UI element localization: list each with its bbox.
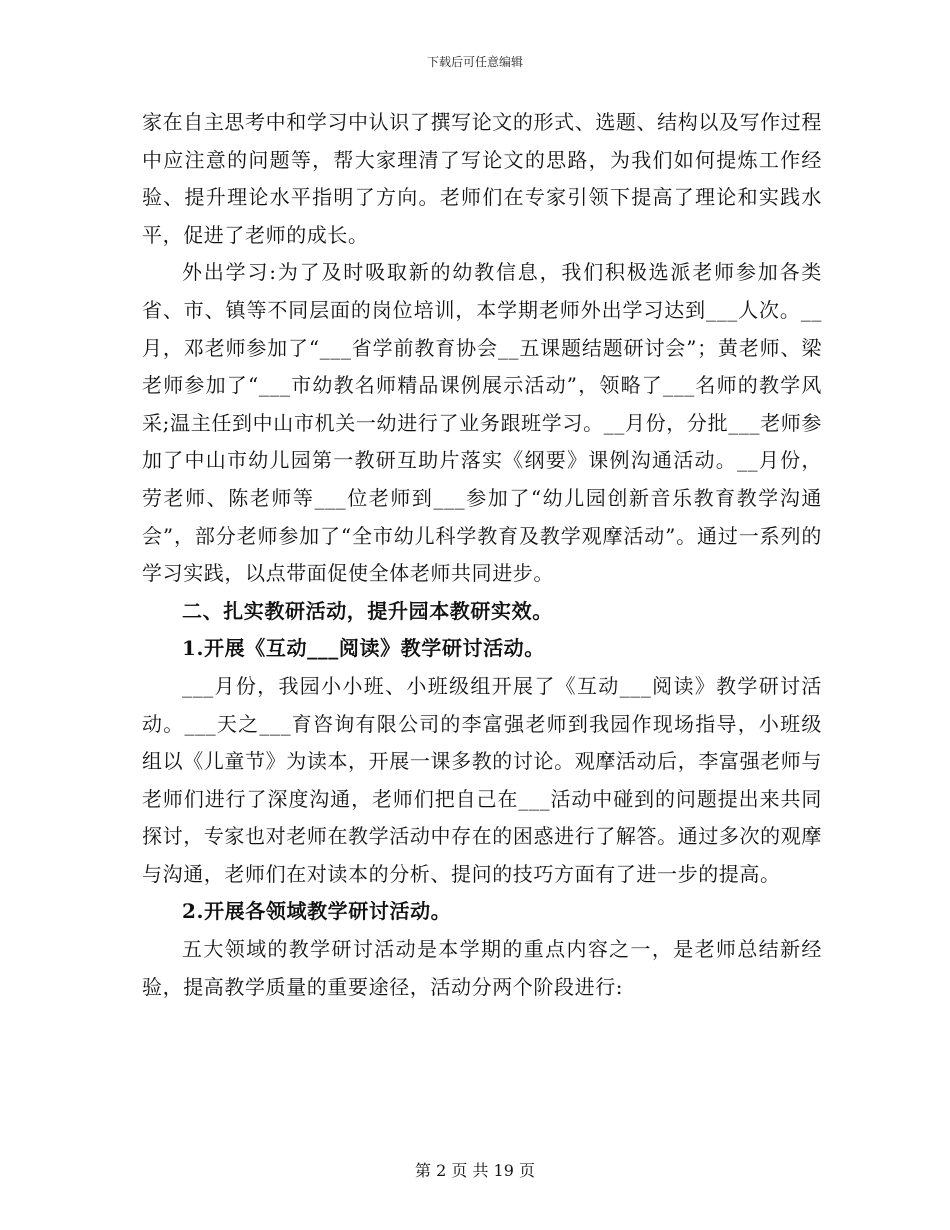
- page-number: 第 2 页 共 19 页: [415, 1161, 535, 1180]
- paragraph-interactive-reading: ___月份，我园小小班、小班级组开展了《互动___阅读》教学研讨活动。___天之___育咨询有限公司的李富强老师到我园作现场指导，小班级组以《儿童节》为读本，开展一课多教的讨论。观摩活动后，李富强老师与老师们进行了深度沟通，老师们把自己在___活动中碰到的问题提出来共同探讨，专家也对老师在教学活动中存在的困惑进行了解答。通过多次的观摩与沟通，老师们在对读本的分析、提问的技巧方面有了进一步的提高。: [142, 673, 822, 886]
- page-header-note: 下载后可任意编辑: [426, 55, 523, 69]
- paragraph-domain-research: 五大领域的教学研讨活动是本学期的重点内容之一，是老师总结新经验，提高教学质量的重要途径，活动分两个阶段进行:: [142, 937, 822, 999]
- paragraph-thesis-writing: 家在自主思考中和学习中认识了撰写论文的形式、选题、结构以及写作过程中应注意的问题等，帮大家理清了写论文的思路，为我们如何提炼工作经验、提升理论水平指明了方向。老师们在专家引领下提高了理论和实践水平，促进了老师的成长。: [142, 110, 822, 247]
- paragraph-external-study: 外出学习:为了及时吸取新的幼教信息，我们积极选派老师参加各类省、市、镇等不同层面的岗位培训，本学期老师外出学习达到___人次。__月，邓老师参加了“___省学前教育协会__五课题结题研讨会”；黄老师、梁老师参加了“___市幼教名师精品课例展示活动”，领略了___名师的教学风采;温主任到中山市机关一幼进行了业务跟班学习。__月份，分批___老师参加了中山市幼儿园第一教研互助片落实《纲要》课例沟通活动。__月份，劳老师、陈老师等___位老师到___参加了“幼儿园创新音乐教育教学沟通会”，部分老师参加了“全市幼儿科学教育及教学观摩活动”。通过一系列的学习实践，以点带面促使全体老师共同进步。: [142, 260, 822, 586]
- section-heading-teaching-research: 二、扎实教研活动，提升园本教研实效。: [182, 598, 553, 623]
- subsection-heading-domain-research: 2.开展各领域教学研讨活动。: [182, 899, 452, 924]
- subsection-heading-interactive-reading: 1.开展《互动___阅读》教学研讨活动。: [182, 636, 545, 661]
- document-body: [142, 104, 822, 1006]
